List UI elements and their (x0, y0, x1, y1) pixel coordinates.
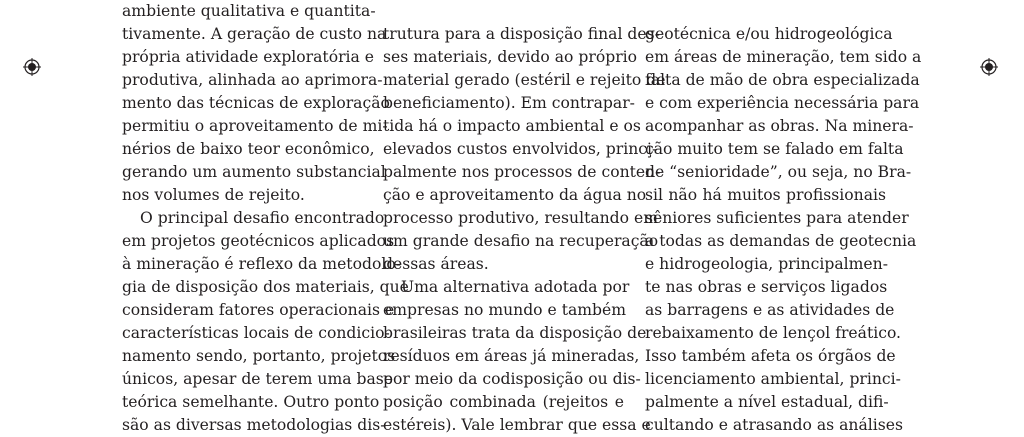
text-line: geotécnica e/ou hidrogeológica (645, 25, 893, 43)
text-line: à mineração é reflexo da metodolo- (122, 255, 401, 273)
text-line: palmente a nível estadual, difi- (645, 393, 889, 411)
text-line: nos volumes de rejeito. (122, 186, 305, 204)
text-line: beneficiamento). Em contrapar- (383, 94, 635, 112)
text-line: falta de mão de obra especializada (645, 71, 920, 89)
text-line: cultando e atrasando as análises (645, 416, 903, 434)
text-line: brasileiras trata da disposição de (383, 324, 647, 342)
text-line: consideram fatores operacionais e (122, 301, 395, 319)
registration-mark-icon (980, 58, 998, 76)
text-line: estéreis). Vale lembrar que essa e (383, 416, 651, 434)
text-line: um grande desafio na recuperação (383, 232, 659, 250)
text-line: características locais de condicio- (122, 324, 390, 342)
text-line: ção muito tem se falado em falta (645, 140, 904, 158)
text-line: te nas obras e serviços ligados (645, 278, 888, 296)
text-line: sil não há muitos profissionais (645, 186, 886, 204)
text-line: ção e aproveitamento da água no (383, 186, 647, 204)
text-line: posição combinada (rejeitos e (383, 393, 624, 411)
text-line: em projetos geotécnicos aplicados (122, 232, 395, 250)
text-line: produtiva, alinhada ao aprimora- (122, 71, 383, 89)
text-line: resíduos em áreas já mineradas, (383, 347, 640, 365)
text-line: teórica semelhante. Outro ponto (122, 393, 380, 411)
text-line: Isso também afeta os órgãos de (645, 347, 896, 365)
text-line: únicos, apesar de terem uma base (122, 370, 394, 388)
text-line: trutura para a disposição final des- (383, 25, 660, 43)
text-line: processo produtivo, resultando em (383, 209, 659, 227)
text-line: são as diversas metodologias dis- (122, 416, 386, 434)
text-line: por meio da codisposição ou dis- (383, 370, 641, 388)
text-line: sêniores suficientes para atender (645, 209, 909, 227)
text-line: própria atividade exploratória e (122, 48, 375, 66)
text-line: gia de disposição dos materiais, que (122, 278, 409, 296)
text-line: rebaixamento de lençol freático. (645, 324, 902, 342)
text-line: nérios de baixo teor econômico, (122, 140, 375, 158)
text-line: permitiu o aproveitamento de mi- (122, 117, 388, 135)
text-line: palmente nos processos de conten- (383, 163, 661, 181)
text-line: tida há o impacto ambiental e os (383, 117, 641, 135)
text-line: ses materiais, devido ao próprio (383, 48, 638, 66)
text-line: de “senioridade”, ou seja, no Bra- (645, 163, 912, 181)
text-line: acompanhar as obras. Na minera- (645, 117, 914, 135)
text-line: e com experiência necessária para (645, 94, 920, 112)
text-line: em áreas de mineração, tem sido a (645, 48, 922, 66)
text-line: empresas no mundo e também (383, 301, 627, 319)
text-line: as barragens e as atividades de (645, 301, 895, 319)
text-line: material gerado (estéril e rejeito de (383, 71, 666, 89)
text-line: ambiente qualitativa e quantita- (122, 2, 376, 20)
text-line: gerando um aumento substancial (122, 163, 386, 181)
text-line: O principal desafio encontrado (140, 209, 385, 227)
registration-mark-icon (23, 58, 41, 76)
text-line: a todas as demandas de geotecnia (645, 232, 917, 250)
text-line: namento sendo, portanto, projetos (122, 347, 396, 365)
text-line: dessas áreas. (383, 255, 489, 273)
text-line: licenciamento ambiental, princi- (645, 370, 901, 388)
text-line: e hidrogeologia, principalmen- (645, 255, 888, 273)
text-line: tivamente. A geração de custo na (122, 25, 387, 43)
text-line: Uma alternativa adotada por (401, 278, 630, 296)
text-line: mento das técnicas de exploração (122, 94, 390, 112)
text-line: elevados custos envolvidos, princi- (383, 140, 658, 158)
